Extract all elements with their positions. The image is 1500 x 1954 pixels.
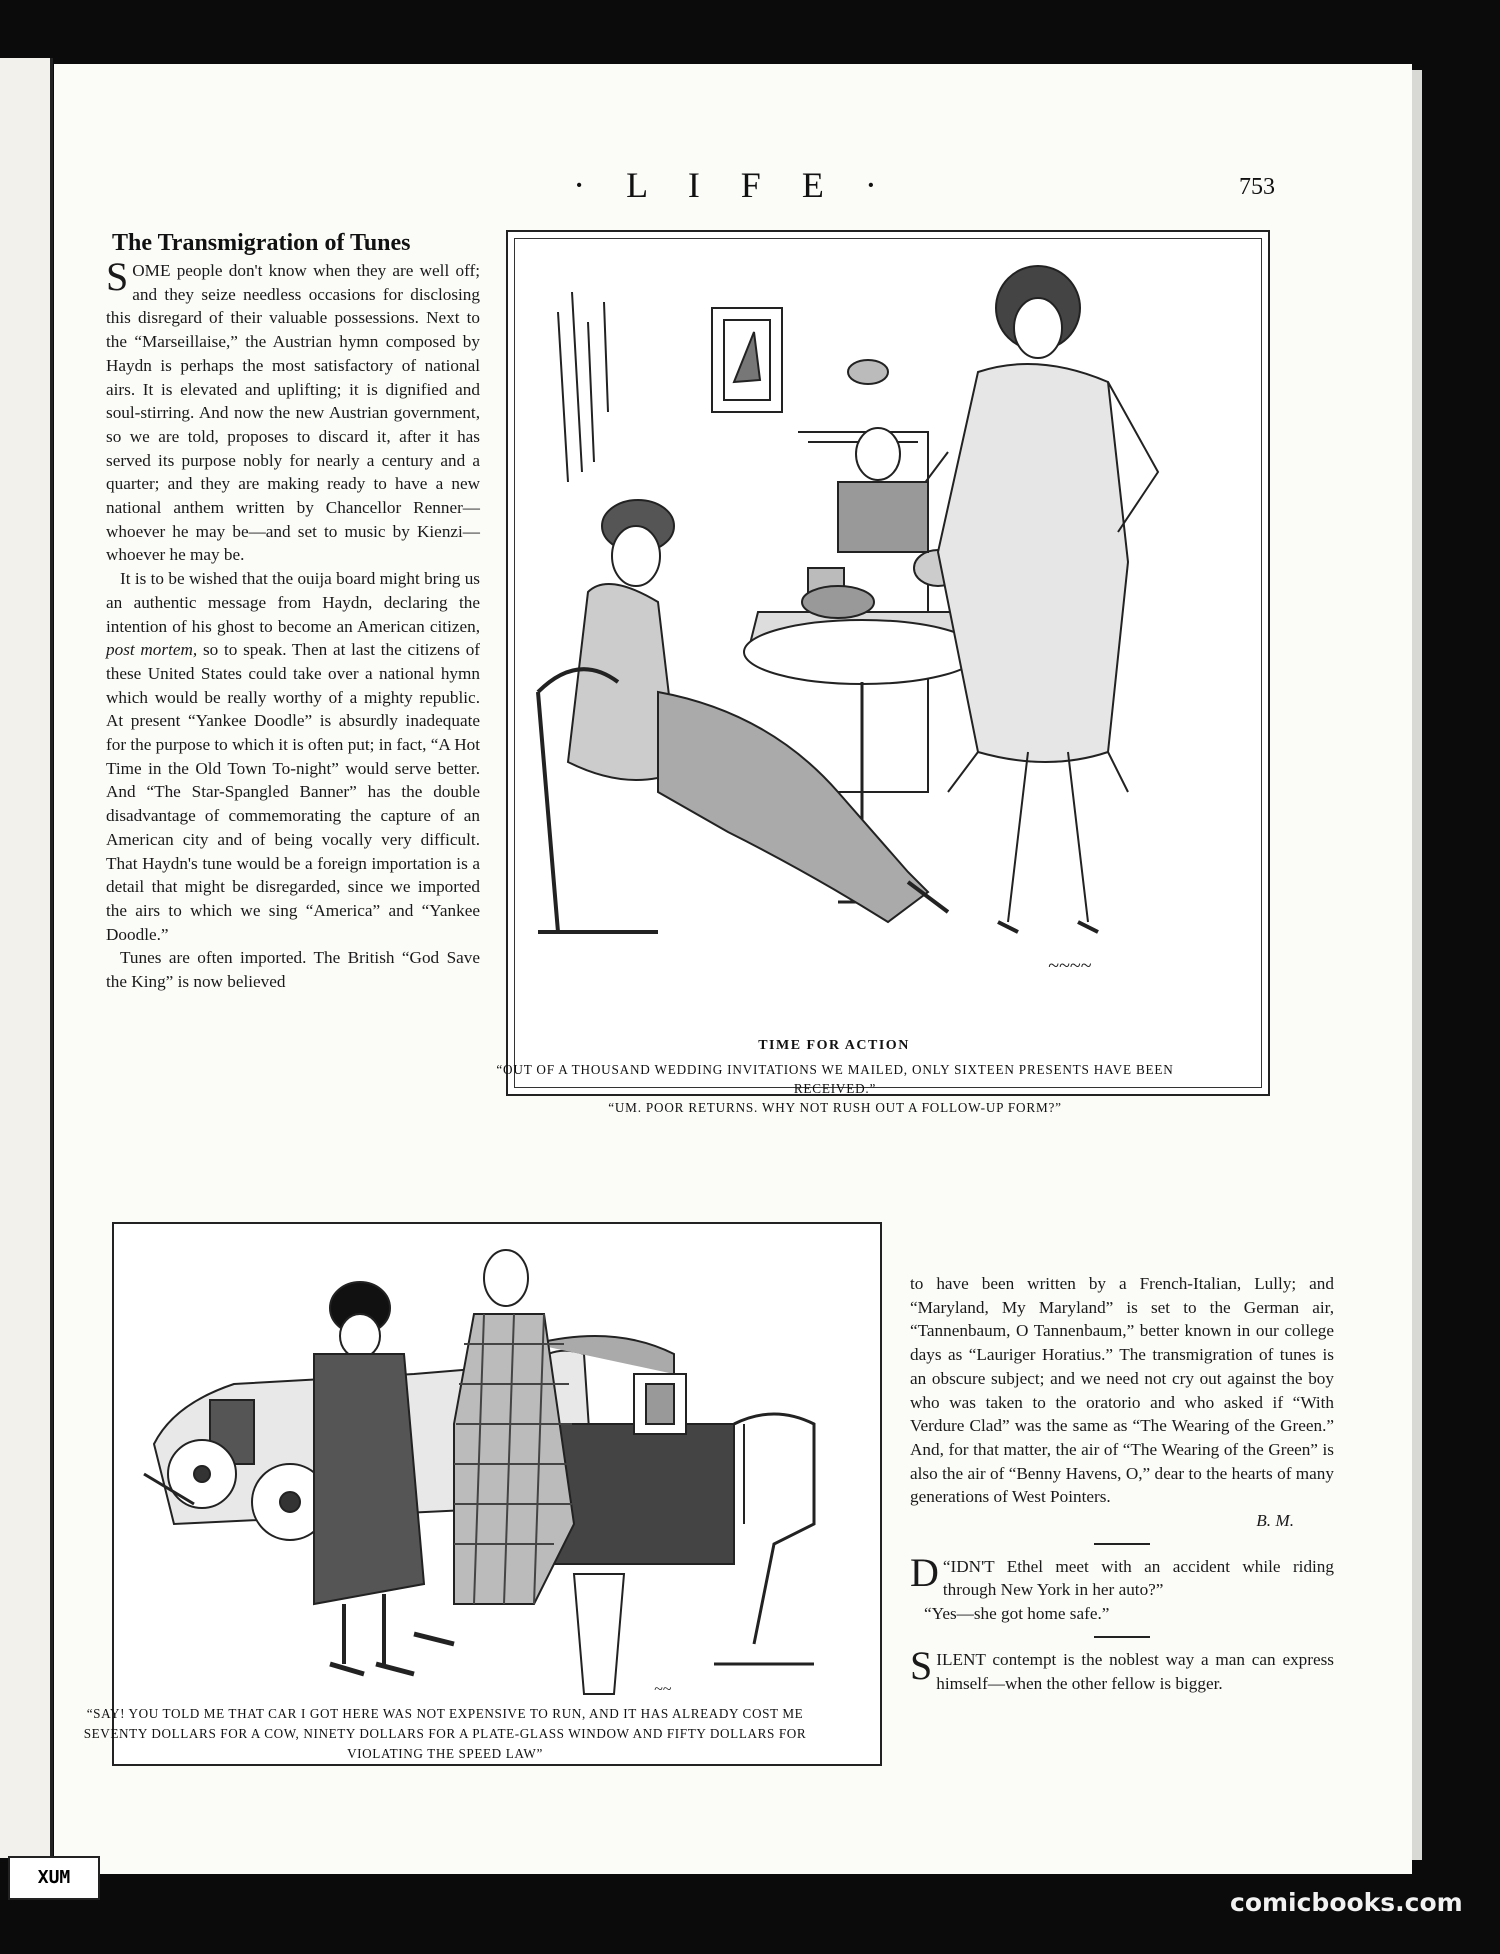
illustration-car-salesman	[112, 1222, 882, 1766]
illustration-title: TIME FOR ACTION	[758, 1038, 910, 1053]
drop-cap: S	[106, 254, 129, 299]
article-title: The Transmigration of Tunes	[112, 230, 411, 256]
illustration-time-for-action	[506, 230, 1270, 1096]
article-paragraph-1: SOME people don't know when they are well off; and they seize needless occasions for disclosing this disregard of their valuable possessions. Next to the “Marseillaise,” the Austrian hymn composed by Haydn is perhaps the most satisfactory of national airs. It is elevated and uplifting; it is dignified and soul-stirring. And now the new Austrian government, so we are told, proposes to discard it, after it has served its purpose nobly for nearly a century and a quarter; and they are making ready to have a new national anthem written by Chancellor Renner—whoever he may be—and set to music by Kienzi—whoever he may be.	[106, 254, 480, 565]
watermark: comicbooks.com	[1230, 1888, 1463, 1917]
article-column-left	[106, 254, 481, 994]
drop-cap: S	[910, 1642, 933, 1688]
page-edge-shadow	[1412, 70, 1422, 1860]
joke-1: “ D IDN'T Ethel meet with an accident while riding through New York in her auto?”	[910, 1549, 1334, 1600]
drawing-tea-scene	[508, 232, 1268, 1094]
magazine-page	[54, 64, 1412, 1874]
drawing-car-office-scene	[114, 1224, 880, 1764]
illustration-caption-top: “OUT OF A THOUSAND WEDDING INVITATIONS WE MAILED, ONLY SIXTEEN PRESENTS HAVE BEEN RECEIVED.” “UM. POOR RETURNS. WHY NOT RUSH OUT A FOLLOW-UP FORM?”	[496, 1062, 1174, 1115]
facing-page-edge	[0, 58, 53, 1858]
section-divider	[1094, 1636, 1150, 1638]
joke-1-reply: “Yes—she got home safe.”	[924, 1604, 1110, 1624]
archive-tag: XUM	[8, 1856, 100, 1900]
article-column-right	[910, 1272, 1334, 1695]
article-paragraph-2: It is to be wished that the ouija board might bring us an authentic message from Haydn, declaring the intention of his ghost to become an American citizen, post mortem, so to speak. Then at last the citizens of these United States could take over a national hymn which would be really worthy of a mighty republic. At present “Yankee Doodle” is absurdly inadequate for the purpose to which it is often put; in fact, “A Hot Time in the Old Town To-night” would serve better. And “The Star-Spangled Banner” has the double disadvantage of commemorating the capture of an American city and of being vocally very difficult. That Haydn's tune would be a foreign importation is a detail that might be disregarded, since we imported the airs to which we sing “America” and “Yankee Doodle.”	[106, 569, 481, 944]
page-number: 753	[1239, 174, 1275, 200]
masthead-title: · L I F E ·	[573, 165, 893, 205]
article-paragraph-continued: to have been written by a French-Italian, Lully; and “Maryland, My Maryland” is set to the German air, “Tannenbaum, O Tannenbaum,” better known in our college days as “Lauriger Horatius.” The transmigration of tunes is an obscure subject; and we need not cry out against the boy who was taken to the oratorio and who asked if “With Verdure Clad” was the same as “The Wearing of the Green.” And, for that matter, the air of “The Wearing of the Green” is also the air of “Benny Havens, O,” dear to the hearts of many generations of West Pointers.	[910, 1274, 1334, 1507]
drop-cap: D	[910, 1549, 939, 1595]
artist-signature-drawing: ~~~~	[1048, 955, 1092, 977]
illustration-caption-bottom: “SAY! YOU TOLD ME THAT CAR I GOT HERE WAS NOT EXPENSIVE TO RUN, AND IT HAS ALREADY COST ME SEVENTY DOLLARS FOR A COW, NINETY DOLLARS FOR A PLATE-GLASS WINDOW AND FIFTY DOLLARS FOR VIOLATING THE SPEED LAW”	[83, 1706, 807, 1761]
section-divider	[1094, 1543, 1150, 1545]
artist-signature-drawing: ~~	[654, 1681, 672, 1698]
joke-2: SILENT contempt is the noblest way a man can express himself—when the other fellow is bigger.	[910, 1642, 1334, 1693]
article-paragraph-3: Tunes are often imported. The British “God Save the King” is now believed	[106, 948, 480, 992]
author-signature: B. M.	[1256, 1511, 1294, 1531]
